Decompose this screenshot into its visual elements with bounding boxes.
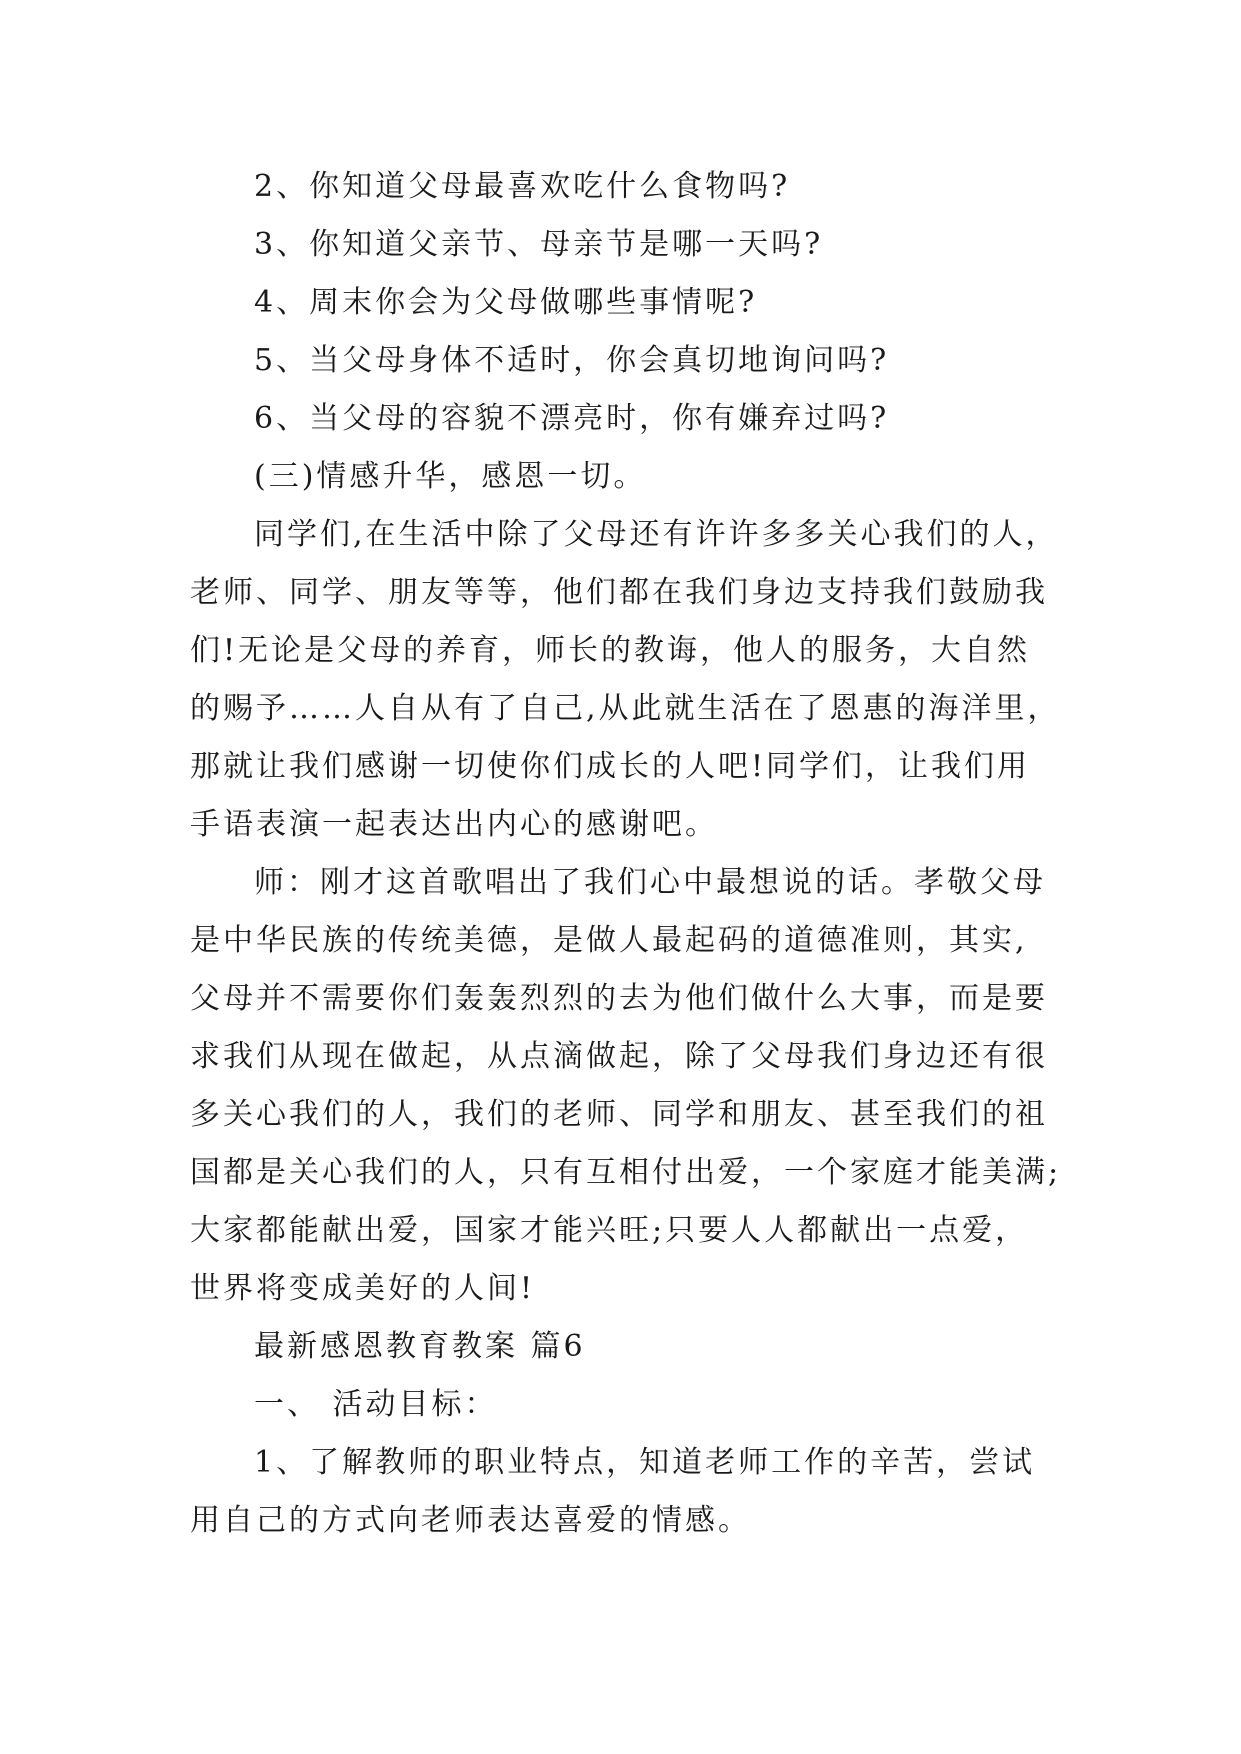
paragraph-line: 们!无论是父母的养育，师长的教诲，他人的服务，大自然 [190, 633, 1031, 668]
paragraph-teacher [190, 854, 1060, 1318]
paragraph-line: 大家都能献出爱，国家才能兴旺;只要人人都献出一点爱， [190, 1213, 1029, 1248]
document-body [190, 158, 1060, 1550]
question-2: 2、你知道父母最喜欢吃什么食物吗? [254, 169, 791, 204]
section-heading-one: 一、 活动目标： [254, 1387, 498, 1422]
paragraph-line: 那就让我们感谢一切使你们成长的人吧!同学们，让我们用 [190, 749, 1031, 784]
paragraph-line: 用自己的方式向老师表达喜爱的情感。 [190, 1503, 751, 1538]
paragraph-line: 手语表演一起表达出内心的感谢吧。 [190, 807, 718, 842]
goal-1 [190, 1434, 1060, 1550]
article-title: 最新感恩教育教案 篇6 [254, 1329, 586, 1364]
paragraph-gratitude [190, 506, 1060, 854]
paragraph-line: 父母并不需要你们轰轰烈烈的去为他们做什么大事，而是要 [190, 981, 1048, 1016]
question-4: 4、周末你会为父母做哪些事情呢? [254, 285, 758, 320]
question-3: 3、你知道父亲节、母亲节是哪一天吗? [254, 227, 824, 262]
paragraph-line: 1、了解教师的职业特点，知道老师工作的辛苦，尝试 [254, 1445, 1036, 1480]
paragraph-line: 同学们,在生活中除了父母还有许许多多关心我们的人， [254, 517, 1059, 552]
section-heading-three: (三)情感升华，感恩一切。 [254, 459, 647, 494]
paragraph-line: 师：刚才这首歌唱出了我们心中最想说的话。孝敬父母 [254, 865, 1046, 900]
question-5: 5、当父母身体不适时，你会真切地询问吗? [254, 343, 890, 378]
paragraph-line: 多关心我们的人，我们的老师、同学和朋友、甚至我们的祖 [190, 1097, 1048, 1132]
paragraph-line: 是中华民族的传统美德，是做人最起码的道德准则，其实, [190, 923, 1028, 958]
question-6: 6、当父母的容貌不漂亮时，你有嫌弃过吗? [254, 401, 890, 436]
paragraph-line: 的赐予……人自从有了自己,从此就生活在了恩惠的海洋里， [190, 691, 1061, 726]
paragraph-line: 求我们从现在做起，从点滴做起，除了父母我们身边还有很 [190, 1039, 1048, 1074]
paragraph-line: 国都是关心我们的人，只有互相付出爱，一个家庭才能美满; [190, 1155, 1062, 1190]
paragraph-line: 老师、同学、朋友等等，他们都在我们身边支持我们鼓励我 [190, 575, 1048, 610]
paragraph-line: 世界将变成美好的人间! [190, 1271, 536, 1306]
